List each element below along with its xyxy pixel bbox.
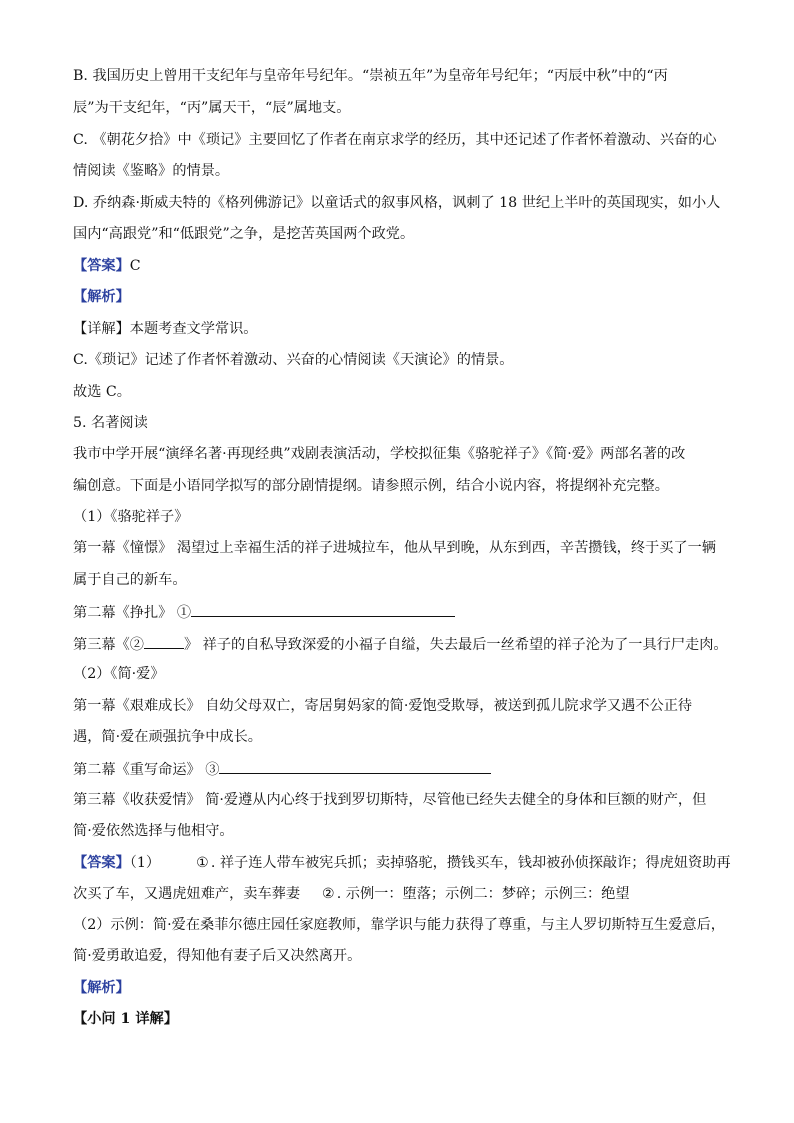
- answer-2-marker-1: ①: [196, 855, 209, 871]
- answer-2-text-2: 次买了车，又遇虎妞难产，卖车葬妻: [73, 886, 301, 902]
- answer-2-part-2-line-2: 简·爱勇敢追爱，得知他有妻子后又决然离开。: [73, 948, 362, 964]
- option-b-line-2: 辰”为干支纪年，“丙”属天干，“辰”属地支。: [73, 100, 351, 116]
- option-c-explanation: C.《琐记》记述了作者怀着激动、兴奋的心情阅读《天演论》的情景。: [73, 352, 514, 368]
- jane-act-2-text: 第二幕《重写命运》 ③: [73, 762, 220, 778]
- subquestion-1-title: （1）《骆驼祥子》: [73, 509, 189, 525]
- answer-2-part-2-line-1: （2）示例：简·爱在桑菲尔德庄园任家庭教师，靠学识与能力获得了尊重，与主人罗切斯特互生爱意后，: [73, 917, 725, 933]
- act-3-text: 》 祥子的自私导致深爱的小福子自缢，失去最后一丝希望的祥子沦为了一具行尸走肉。: [183, 637, 728, 653]
- detail-line: [73, 319, 257, 339]
- answer-value: C: [129, 258, 141, 274]
- answer-label: 【答案】: [73, 258, 130, 274]
- jane-act-3-line-1: 第三幕《收获爱情》 简·爱遵从内心终于找到罗切斯特，尽管他已经失去健全的身体和巨额的财产，但: [73, 792, 707, 808]
- analysis-2-label: 【解析】: [73, 980, 130, 996]
- answer-2-text-3: . 示例一：堕落；示例二：梦碎；示例三：绝望: [336, 886, 630, 902]
- jane-act-1-line-1: 第一幕《艰难成长》 自幼父母双亡，寄居舅妈家的简·爱饱受欺辱，被送到孤儿院求学又遇不公正待: [73, 698, 693, 714]
- act-2-line: [73, 601, 455, 623]
- act-3-prefix: 第三幕《②: [73, 637, 144, 653]
- act-3-line: [73, 633, 728, 655]
- jane-act-2-line: [73, 758, 491, 780]
- answer-2-line-2: [73, 884, 630, 904]
- option-d-line-2: 国内“高跟党”和“低跟党”之争，是挖苦英国两个政党。: [73, 226, 415, 242]
- act-1-line-2: 属于自己的新车。: [73, 572, 187, 588]
- detail-text: 本题考查文学常识。: [129, 321, 258, 337]
- jane-act-3-line-2: 简·爱依然选择与他相守。: [73, 823, 234, 839]
- answer-2-text-1: . 祥子连人带车被宪兵抓；卖掉骆驼，攒钱买车，钱却被孙侦探敲诈；得虎妞资助再: [210, 855, 731, 871]
- answer-2-marker-2: ②: [322, 886, 335, 902]
- choose-line: 故选 C。: [73, 384, 131, 400]
- option-d-line-1: D. 乔纳森·斯威夫特的《格列佛游记》以童话式的叙事风格，讽刺了 18 世纪上半叶的英国现实，如小人: [73, 195, 721, 211]
- act-1-line-1: 第一幕《憧憬》 渴望过上幸福生活的祥子进城拉车，他从早到晚，从东到西，辛苦攒钱，终于买了一辆: [73, 540, 716, 556]
- subquestion-1-detail-label: 【小问 1 详解】: [73, 1011, 178, 1027]
- answer-2-line-1: [73, 853, 731, 873]
- option-b-line-1: B. 我国历史上曾用干支纪年与皇帝年号纪年。“崇祯五年”为皇帝年号纪年；“丙辰中秋”中的“丙: [73, 68, 668, 84]
- blank-1: [191, 601, 455, 617]
- question-5-title: 5. 名著阅读: [73, 415, 148, 431]
- analysis-label: 【解析】: [73, 289, 130, 305]
- detail-label: 【详解】: [73, 321, 130, 337]
- option-c-line-2: 情阅读《鉴略》的情景。: [73, 163, 230, 179]
- answer-2-number: （1）: [129, 855, 161, 871]
- question-5-intro-2: 编创意。下面是小语同学拟写的部分剧情提纲。请参照示例，结合小说内容，将提纲补充完整。: [73, 478, 669, 494]
- blank-3: [219, 758, 491, 774]
- jane-act-1-line-2: 遇，简·爱在顽强抗争中成长。: [73, 729, 262, 745]
- blank-2: [144, 633, 184, 649]
- answer-line: [73, 256, 141, 276]
- act-2-text: 第二幕《挣扎》 ①: [73, 605, 192, 621]
- question-5-intro-1: 我市中学开展“演绎名著·再现经典”戏剧表演活动，学校拟征集《骆驼祥子》《简·爱》两部名著的改: [73, 446, 686, 462]
- subquestion-2-title: （2）《简·爱》: [73, 666, 165, 682]
- option-c-line-1: C. 《朝花夕拾》中《琐记》主要回忆了作者在南京求学的经历，其中还记述了作者怀着激动、兴奋的心: [73, 132, 717, 148]
- answer-2-label: 【答案】: [73, 855, 130, 871]
